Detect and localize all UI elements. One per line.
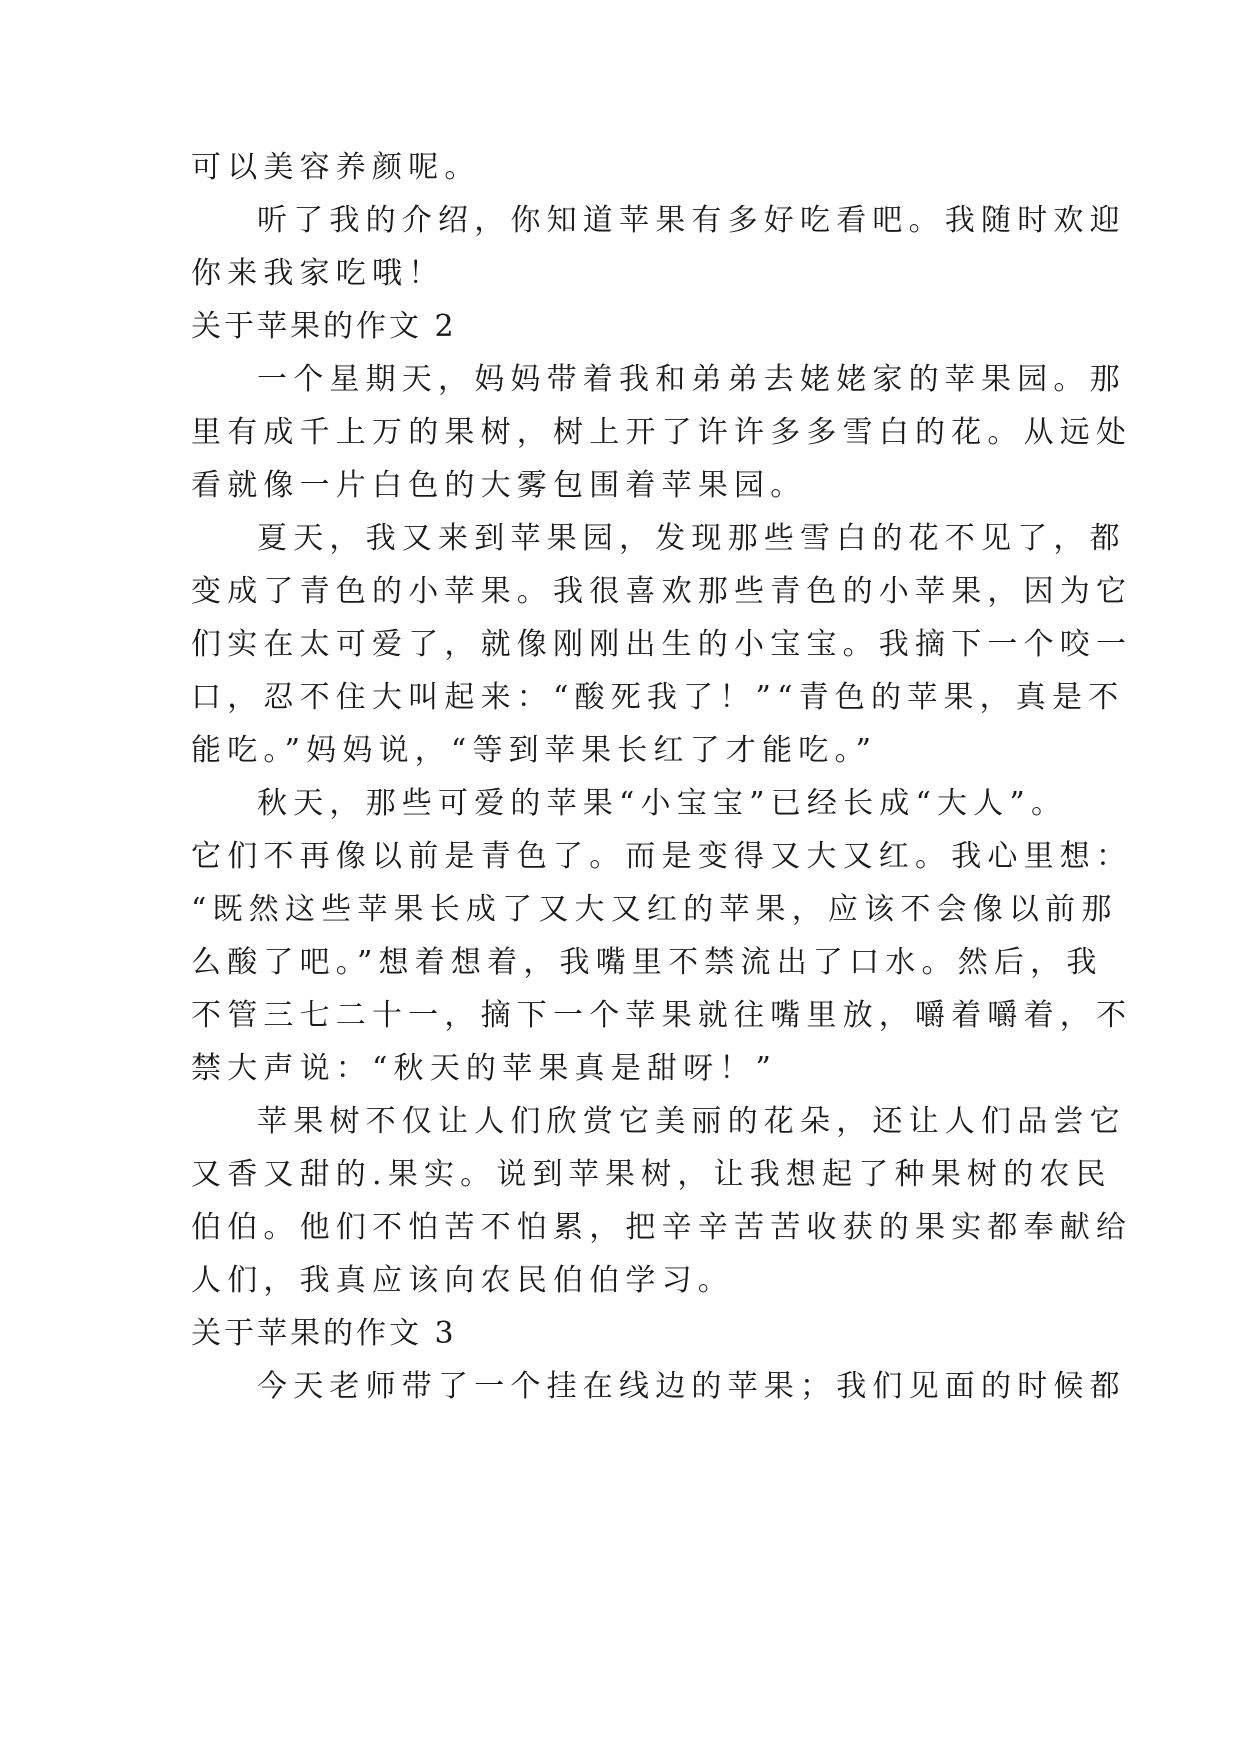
paragraph-first-line: 夏天，我又来到苹果园，发现那些雪白的花不见了，都 [257, 521, 1126, 556]
text-line: 们实在太可爱了，就像刚刚出生的小宝宝。我摘下一个咬一 [191, 627, 1133, 662]
text-line: 禁大声说：“秋天的苹果真是甜呀！” [191, 1051, 778, 1086]
text-line: 可以美容养颜呢。 [191, 150, 481, 185]
text-line: 又香又甜的.果实。说到苹果树，让我想起了种果树的农民 [191, 1157, 1112, 1192]
paragraph-first-line: 苹果树不仅让人们欣赏它美丽的花朵，还让人们品尝它 [257, 1104, 1126, 1139]
text-line: 人们，我真应该向农民伯伯学习。 [191, 1263, 734, 1298]
paragraph-first-line: 今天老师带了一个挂在线边的苹果；我们见面的时候都 [257, 1369, 1126, 1404]
text-line: “既然这些苹果长成了又大又红的苹果，应该不会像以前那 [191, 892, 1118, 927]
text-line: 不管三七二十一，摘下一个苹果就往嘴里放，嚼着嚼着，不 [191, 998, 1133, 1033]
text-line: 它们不再像以前是青色了。而是变得又大又红。我心里想： [191, 839, 1133, 874]
text-line: 看就像一片白色的大雾包围着苹果园。 [191, 468, 807, 503]
text-line: 能吃。”妈妈说，“等到苹果长红了才能吃。” [191, 733, 878, 768]
paragraph-first-line: 一个星期天，妈妈带着我和弟弟去姥姥家的苹果园。那 [257, 362, 1126, 397]
paragraph-first-line: 秋天，那些可爱的苹果“小宝宝”已经长成“大人”。 [257, 786, 1068, 821]
text-line: 变成了青色的小苹果。我很喜欢那些青色的小苹果，因为它 [191, 574, 1133, 609]
text-line: 伯伯。他们不怕苦不怕累，把辛辛苦苦收获的果实都奉献给 [191, 1210, 1133, 1245]
text-line: 么酸了吧。”想着想着，我嘴里不禁流出了口水。然后，我 [191, 945, 1103, 980]
section-heading: 关于苹果的作文 2 [191, 309, 457, 344]
text-line: 口，忍不住大叫起来：“酸死我了！”“青色的苹果，真是不 [191, 680, 1125, 715]
text-line: 里有成千上万的果树，树上开了许许多多雪白的花。从远处 [191, 415, 1133, 450]
text-line: 你来我家吃哦！ [191, 256, 445, 291]
paragraph-first-line: 听了我的介绍，你知道苹果有多好吃看吧。我随时欢迎 [257, 203, 1126, 238]
section-heading: 关于苹果的作文 3 [191, 1316, 457, 1351]
